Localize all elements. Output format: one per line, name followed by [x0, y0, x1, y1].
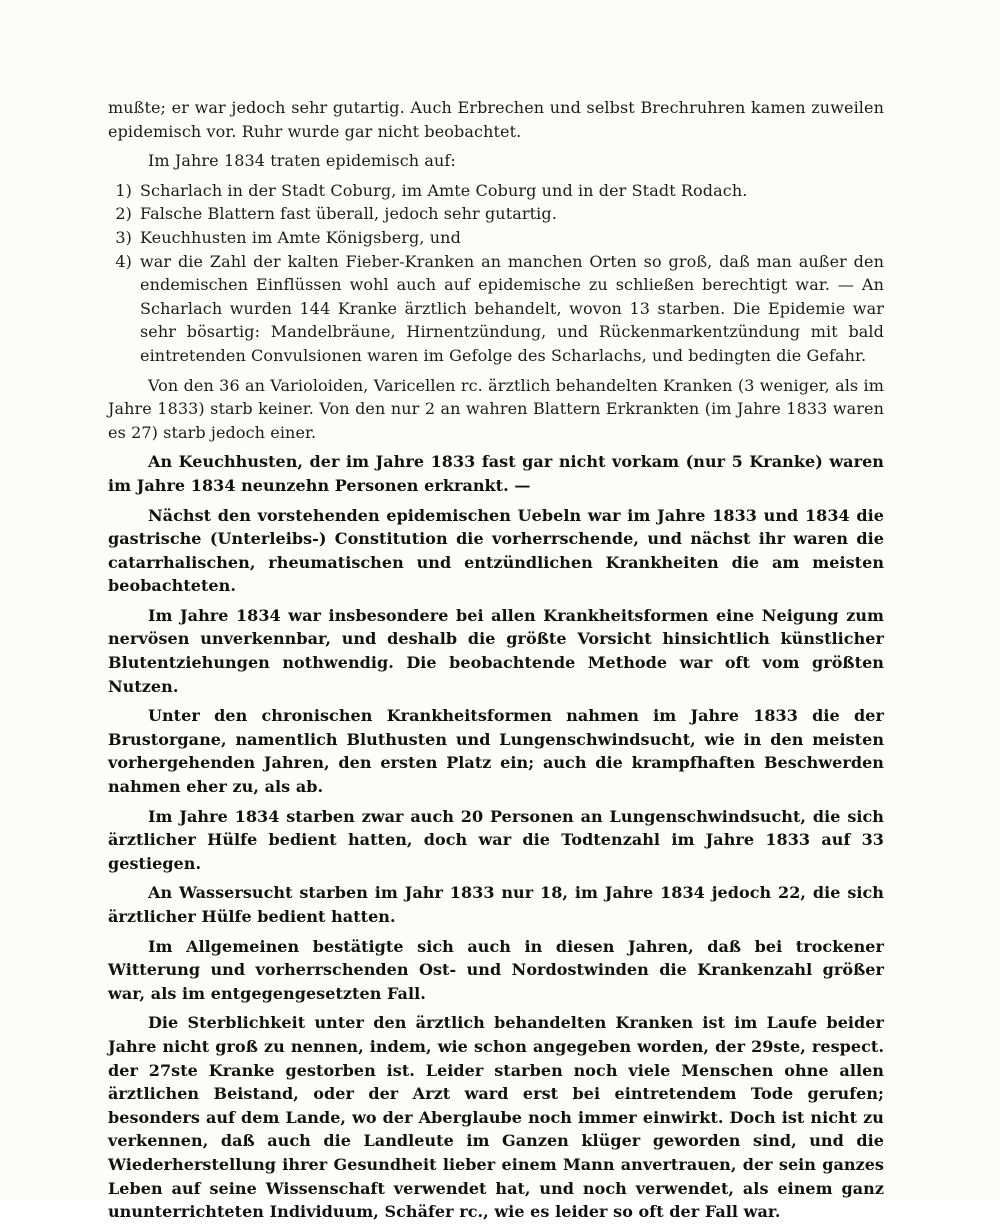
list-item-number: 2) — [115, 204, 132, 224]
body-text — [108, 96, 884, 1230]
paragraph-1834-epidemics-intro: Im Jahre 1834 traten epidemisch auf: — [148, 151, 456, 171]
list-item — [108, 226, 884, 250]
paragraph-nervous-tendency: Im Jahre 1834 war insbesondere bei allen Krankheitsformen eine Neigung zum nervösen unverkennbar, und deshalb die größte Vorsicht hinsichtlich künstlicher Blutentziehungen nothwendig. Die beobachtende Methode war oft vom größten Nutzen. — [108, 605, 884, 696]
list-item — [108, 179, 884, 203]
list-item-number: 1) — [115, 180, 132, 200]
paragraph-varioloids: Von den 36 an Varioloiden, Varicellen rc. ärztlich behandelten Kranken (3 weniger, als im Jahre 1833) starb keiner. Von den nur 2 an wahren Blattern Erkrankten (im Jahre 1833 waren es 27) starb jedoch einer. — [108, 375, 884, 442]
paragraph-weather: Im Allgemeinen bestätigte sich auch in diesen Jahren, daß bei trockener Witterung und vorherrschenden Ost- und Nordostwinden die Krankenzahl größer war, als im entgegengesetzten Fall. — [108, 936, 884, 1003]
list-item-number: 4) — [115, 251, 132, 271]
paragraph-chronic-diseases: Unter den chronischen Krankheitsformen nahmen im Jahre 1833 die der Brustorgane, namentlich Bluthusten und Lungenschwindsucht, wie in den meisten vorhergehenden Jahren, den ersten Platz ein; auch die krampfhaften Beschwerden nahmen eher zu, als ab. — [108, 706, 884, 797]
epidemics-list — [108, 179, 884, 368]
paragraph-whooping-cough: An Keuchhusten, der im Jahre 1833 fast gar nicht vorkam (nur 5 Kranke) waren im Jahre 1834 neunzehn Personen erkrankt. — — [108, 452, 884, 495]
list-item-text: war die Zahl der kalten Fieber-Kranken an manchen Orten so groß, daß man außer den endemischen Einflüssen wohl auch auf epidemische zu schließen berechtigt war. — An Scharlach wurden 144 Kranke ärztlich behandelt, wovon 13 starben. Die Epidemie war sehr bösartig: Mandelbräune, Hirnentzündung, und Rückenmarkentzündung mit bald eintretenden Convulsionen waren im Gefolge des Scharlachs, und bedingten die Gefahr. — [140, 251, 884, 365]
list-item-text: Keuchhusten im Amte Königsberg, und — [140, 227, 461, 247]
list-item-number: 3) — [115, 227, 132, 247]
list-item — [108, 250, 884, 368]
list-item — [108, 202, 884, 226]
paragraph-continuation: mußte; er war jedoch sehr gutartig. Auch Erbrechen und selbst Brechruhren kamen zuweilen epidemisch vor. Ruhr wurde gar nicht beobachtet. — [108, 98, 884, 141]
list-item-text: Scharlach in der Stadt Coburg, im Amte Coburg und in der Stadt Rodach. — [140, 180, 748, 200]
list-item-text: Falsche Blattern fast überall, jedoch sehr gutartig. — [140, 204, 557, 224]
paragraph-dropsy: An Wassersucht starben im Jahr 1833 nur 18, im Jahre 1834 jedoch 22, die sich ärztlicher Hülfe bedient hatten. — [108, 883, 884, 926]
paragraph-gastric-constitution: Nächst den vorstehenden epidemischen Uebeln war im Jahre 1833 und 1834 die gastrische (Unterleibs-) Constitution die vorherrschende, und nächst ihr waren die catarrhalischen, rheumatischen und entzündlichen Krankheiten die am meisten beobachteten. — [108, 505, 884, 596]
paragraph-consumption-deaths: Im Jahre 1834 starben zwar auch 20 Personen an Lungenschwindsucht, die sich ärztlicher Hülfe bedient hatten, doch war die Todtenzahl im Jahre 1833 auf 33 gestiegen. — [108, 806, 884, 873]
paragraph-mortality: Die Sterblichkeit unter den ärztlich behandelten Kranken ist im Laufe beider Jahre nicht groß zu nennen, indem, wie schon angegeben worden, der 29ste, respect. der 27ste Kranke gestorben ist. Leider starben noch viele Menschen ohne allen ärztlichen Beistand, oder der Arzt ward erst bei eintretendem Tode gerufen; besonders auf dem Lande, wo der Aberglaube noch immer einwirkt. Doch ist nicht zu verkennen, daß auch die Landleute im Ganzen klüger geworden sind, und die Wiederherstellung ihrer Gesundheit lieber einem Mann anvertrauen, der sein ganzes Leben auf seine Wissenschaft verwendet hat, und noch verwendet, als einem ganz ununterrichteten Individuum, Schäfer rc., wie es leider so oft der Fall war. — [108, 1013, 884, 1222]
